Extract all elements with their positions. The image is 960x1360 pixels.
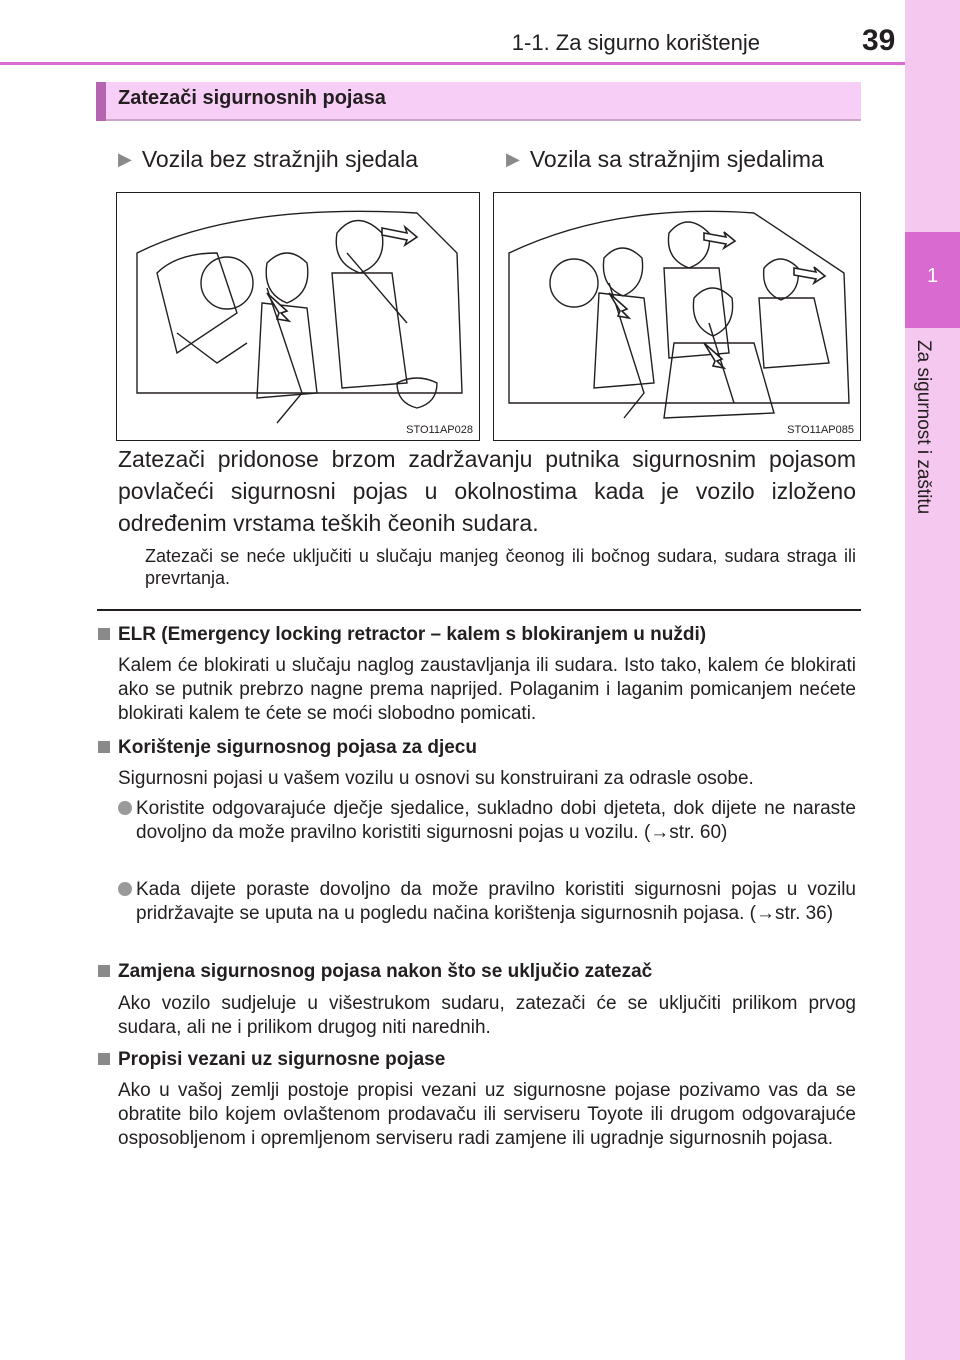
section-title: Zatezači sigurnosnih pojasa	[118, 87, 386, 109]
figure-seatbelt-no-rear	[116, 192, 480, 441]
intro-paragraph: Zatezači pridonose brzom zadržavanju putnika sigurnosnim pojasom povlačeći sigurnosni pojas u okolnostima kada je vozilo izloženo određenim vrstama teških čeonih sudara.	[118, 446, 856, 536]
square-bullet-icon	[98, 1053, 110, 1065]
bullet-child-seats: Koristite odgovarajuće dječje sjedalice, sukladno dobi djeteta, dok dijete ne naraste dovoljno da može pravilno koristiti sigurnosni pojas u vozilu. (→str. 60)	[136, 798, 856, 843]
side-tab-number: 1	[926, 265, 939, 287]
car-interior-illustration	[117, 193, 479, 440]
figure-code: STO11AP085	[787, 424, 854, 436]
car-interior-illustration	[494, 193, 860, 440]
bullet-child-belt: Kada dijete poraste dovoljno da može pravilno koristiti sigurnosni pojas u vozilu pridržavajte se uputa na u pogledu načina korištenja sigurnosnih pojasa. (→str. 36)	[136, 879, 856, 924]
triangle-right-icon: ▶	[118, 149, 132, 169]
triangle-right-icon: ▶	[506, 149, 520, 169]
side-tab-label: Za sigurnost i zaštitu	[913, 340, 934, 515]
item-heading-elr: ELR (Emergency locking retractor – kalem s blokiranjem u nuždi)	[98, 624, 706, 646]
figure-seatbelt-with-rear	[493, 192, 861, 441]
square-bullet-icon	[98, 965, 110, 977]
intro-note: Zatezači se neće uključiti u slučaju manjeg čeonog ili bočnog sudara, sudara straga ili prevrtanja.	[145, 546, 856, 588]
item-text-elr: Kalem će blokirati u slučaju naglog zaustavljanja ili sudara. Isto tako, kalem će blokirati ako se putnik prebrzo nagne prema naprijed. Polaganim i laganim pomicanjem nećete blokirati kalem te ćete se moći slobodno pomicati.	[118, 655, 856, 724]
header-rule	[0, 62, 905, 65]
section-divider	[97, 609, 861, 611]
figure-caption-1: ▶ Vozila bez stražnjih sjedala	[118, 146, 419, 172]
item-text-replacement: Ako vozilo sudjeluje u višestrukom sudaru, zatezači će se uključiti prilikom prvog sudara, ali ne i prilikom drugog niti narednih.	[118, 993, 856, 1038]
square-bullet-icon	[98, 741, 110, 753]
item-heading-regulations: Propisi vezani uz sigurnosne pojase	[98, 1049, 445, 1071]
section-header-accent	[96, 82, 106, 121]
side-tab	[905, 0, 960, 1360]
figure-caption-2: ▶ Vozila sa stražnjim sjedalima	[506, 146, 824, 172]
item-heading-children: Korištenje sigurnosnog pojasa za djecu	[98, 737, 477, 759]
circle-bullet-icon	[118, 882, 132, 896]
figure-code: STO11AP028	[406, 424, 473, 436]
chapter-title: 1-1. Za sigurno korištenje	[511, 30, 760, 55]
item-text-children: Sigurnosni pojasi u vašem vozilu u osnovi su konstruirani za odrasle osobe.	[118, 768, 754, 789]
square-bullet-icon	[98, 628, 110, 640]
item-heading-replacement: Zamjena sigurnosnog pojasa nakon što se uključio zatezač	[98, 961, 652, 983]
item-text-regulations: Ako u vašoj zemlji postoje propisi vezani uz sigurnosne pojase pozivamo vas da se obratite bilo kojem ovlaštenom prodavaču ili serviseru Toyote ili drugom odgovarajuće osposobljenom i opremljenom serviseru radi zamjene ili ugradnje sigurnosnih pojasa.	[118, 1080, 856, 1149]
page-number: 39	[862, 24, 896, 57]
circle-bullet-icon	[118, 801, 132, 815]
